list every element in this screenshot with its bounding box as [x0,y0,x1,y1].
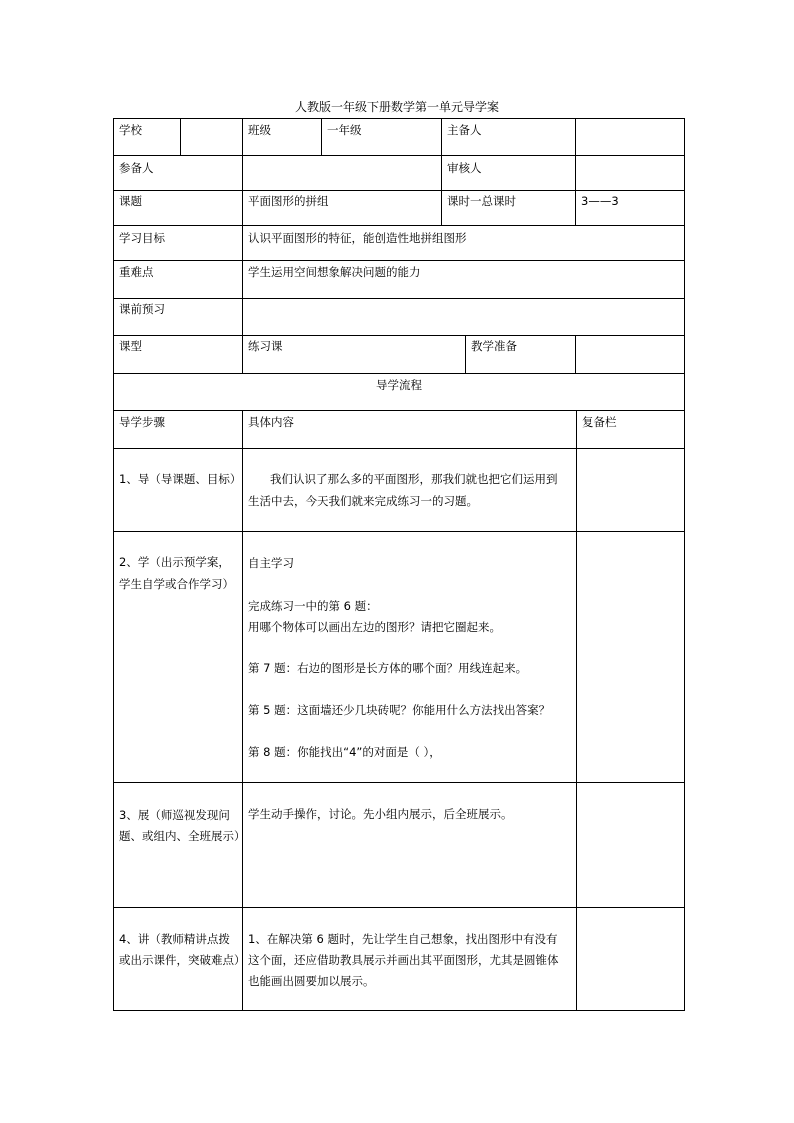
step-4-content-line: 这个面，还应借助教具展示并画出其平面图形，尤其是圆锥体 [248,953,559,967]
step-4-label: 或出示课件，突破难点） [119,953,246,967]
participants-label: 参备人 [119,161,154,175]
lesson-type-value: 练习课 [248,339,283,353]
step-3-label: 3、展（师巡视发现问 [119,808,230,822]
table-border-bottom [113,1010,685,1011]
step-1-label: 1、导（导课题、目标） [119,472,242,486]
step-2-content-line: 第 5 题：这面墙还少几块砖呢？你能用什么方法找出答案？ [248,703,551,717]
col-header-steps: 导学步骤 [119,415,165,429]
step-1-content-line: 我们认识了那么多的平面图形，那我们就也把它们运用到 [270,472,558,486]
topic-label: 课题 [119,194,142,208]
row-divider [113,155,685,156]
key-points-label: 重难点 [119,265,154,279]
col-divider [576,410,577,1011]
step-2-content-line: 第 7 题：右边的图形是长方体的哪个面？用线连起来。 [248,661,528,675]
row-divider [113,225,685,226]
lesson-plan-table [113,118,685,1011]
row-divider [113,410,685,411]
periods-label: 课时一总课时 [447,194,516,208]
reviewer-label: 审核人 [447,161,482,175]
objective-value: 认识平面图形的特征，能创造性地拼组图形 [248,231,467,245]
step-3-label: 题、或组内、全班展示） [119,829,246,843]
row-divider [113,907,685,908]
step-2-content-line: 完成练习一中的第 6 题： [248,599,378,613]
col-header-content: 具体内容 [248,415,294,429]
step-4-content-line: 1、在解决第 6 题时，先让学生自己想象，找出图形中有没有 [248,932,558,946]
class-label: 班级 [248,123,271,137]
row-divider [113,782,685,783]
step-3-content-line: 学生动手操作，讨论。先小组内展示，后全班展示。 [248,807,513,821]
class-value: 一年级 [327,123,362,137]
step-2-label: 学生自学或合作学习） [119,577,234,591]
document-title: 人教版一年级下册数学第一单元导学案 [294,100,499,114]
col-divider [321,118,322,155]
school-label: 学校 [119,123,142,137]
col-divider [441,118,442,225]
step-2-content-line: 用哪个物体可以画出左边的图形？请把它圈起来。 [248,620,501,634]
step-2-content-line: 自主学习 [248,556,294,570]
preparation-label: 教学准备 [471,339,517,353]
col-divider [575,118,576,225]
table-border-left [113,118,114,1011]
step-4-label: 4、讲（教师精讲点拨 [119,932,230,946]
row-divider [113,373,685,374]
col-divider [180,118,181,155]
col-divider [242,410,243,1011]
lesson-type-label: 课型 [119,339,142,353]
key-points-value: 学生运用空间想象解决问题的能力 [248,265,421,279]
col-divider [242,118,243,373]
row-divider [113,448,685,449]
step-2-content-line: 第 8 题：你能找出“4”的对面是（ ）， [248,745,441,759]
row-divider [113,298,685,299]
process-heading: 导学流程 [376,378,422,392]
row-divider [113,260,685,261]
row-divider [113,335,685,336]
row-divider [113,531,685,532]
col-divider [575,335,576,373]
col-divider [465,335,466,373]
step-2-label: 2、学（出示预学案， [119,555,230,569]
table-border-right [684,118,685,1011]
step-4-content-line: 也能画出圆要加以展示。 [248,974,375,988]
main-preparer-label: 主备人 [447,123,482,137]
preview-label: 课前预习 [119,302,165,316]
col-header-notes: 复备栏 [582,415,617,429]
table-border-top [113,118,685,119]
topic-value: 平面图形的拼组 [248,194,329,208]
objective-label: 学习目标 [119,231,165,245]
step-1-content-line: 生活中去，今天我们就来完成练习一的习题。 [248,494,478,508]
periods-value: 3——3 [581,194,619,208]
